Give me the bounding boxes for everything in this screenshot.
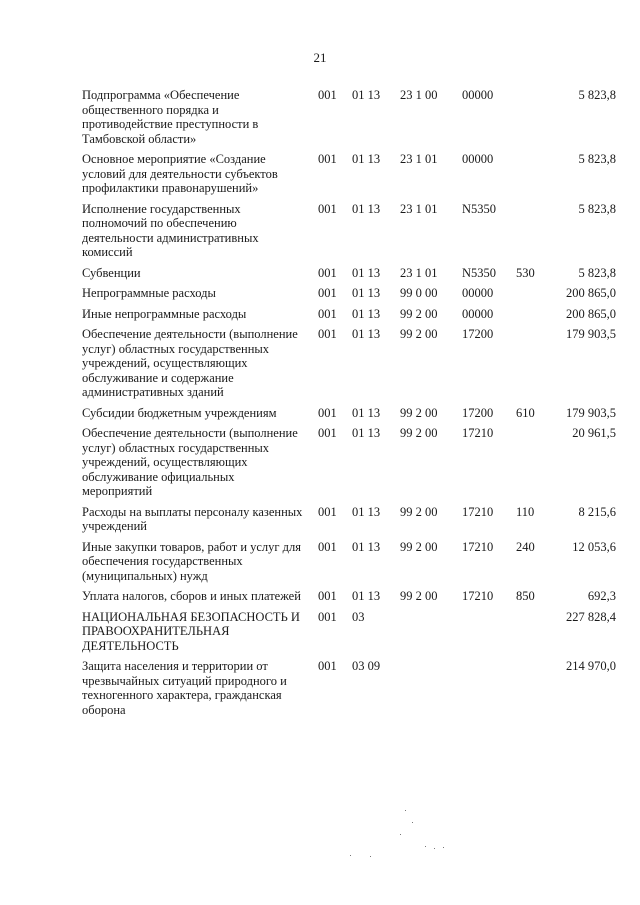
row-direction-code: 17210: [462, 504, 494, 519]
row-direction-code: 17210: [462, 539, 494, 554]
row-admin-code: 001: [318, 405, 337, 420]
row-name: НАЦИОНАЛЬНАЯ БЕЗОПАСНОСТЬ И ПРАВООХРАНИТЕЛЬНАЯ ДЕЯТЕЛЬНОСТЬ: [82, 609, 300, 653]
row-admin-code: 001: [318, 589, 337, 603]
row-admin-code: 001: [318, 504, 337, 519]
row-expense-kind: 610: [516, 405, 535, 420]
scan-noise-specks: [330, 800, 470, 860]
row-section-code: 01 13: [352, 306, 381, 321]
row-direction-code: N5350: [462, 265, 497, 280]
row-name: Субсидии бюджетным учреждениям: [82, 405, 277, 420]
row-direction-code: 17200: [462, 327, 494, 341]
row-direction-code: [462, 659, 516, 723]
row-amount: 5 823,8: [578, 152, 616, 166]
table-row: [82, 266, 616, 287]
row-direction-code: 00000: [462, 88, 494, 102]
table-row: [82, 505, 616, 540]
table-row: [82, 202, 616, 266]
row-name: Субвенции: [82, 265, 141, 280]
row-expense-kind: [516, 327, 552, 406]
row-amount: 692,3: [587, 589, 616, 603]
row-expense-kind: 240: [516, 539, 535, 554]
row-amount: 5 823,8: [578, 201, 616, 216]
row-admin-code: 001: [318, 201, 337, 216]
row-amount: 20 961,5: [572, 426, 616, 440]
row-program-code: 23 1 00: [400, 88, 438, 102]
table-row: [82, 307, 616, 328]
row-amount: 200 865,0: [566, 286, 616, 300]
row-admin-code: 001: [318, 539, 337, 554]
row-section-code: 01 13: [352, 426, 381, 440]
row-expense-kind: [516, 88, 552, 152]
row-section-code: 03: [352, 609, 365, 624]
row-section-code: 01 13: [352, 88, 381, 102]
row-section-code: 01 13: [352, 539, 381, 554]
table-row: [82, 540, 616, 590]
table-row: [82, 152, 616, 202]
row-admin-code: 001: [318, 265, 337, 280]
row-name: Уплата налогов, сборов и иных платежей: [82, 589, 301, 603]
row-section-code: 01 13: [352, 504, 381, 519]
table-row: [82, 589, 616, 610]
row-name: Исполнение государственных полномочий по обеспечению деятельности административных комиссий: [82, 201, 259, 259]
row-program-code: [400, 610, 462, 660]
row-expense-kind: 530: [516, 265, 535, 280]
row-name: Расходы на выплаты персоналу казенных учреждений: [82, 504, 303, 533]
row-program-code: 23 1 01: [400, 201, 438, 216]
row-expense-kind: [516, 202, 552, 266]
row-name: Непрограммные расходы: [82, 286, 216, 300]
row-direction-code: [462, 610, 516, 660]
page-number: 21: [313, 50, 327, 65]
row-program-code: 99 2 00: [400, 405, 438, 420]
row-expense-kind: [516, 286, 552, 307]
row-amount: 200 865,0: [566, 306, 616, 321]
row-expense-kind: 110: [516, 504, 535, 519]
table-row: [82, 426, 616, 505]
row-name: Обеспечение деятельности (выполнение услуг) областных государственных учреждений, осуществляющих обслуживание официальных мероприятий: [82, 426, 298, 498]
row-program-code: 23 1 01: [400, 265, 438, 280]
row-direction-code: 17200: [462, 405, 494, 420]
row-section-code: 01 13: [352, 265, 381, 280]
row-amount: 179 903,5: [566, 405, 616, 420]
row-program-code: 99 0 00: [400, 286, 438, 300]
row-program-code: 23 1 01: [400, 152, 438, 166]
row-section-code: 01 13: [352, 201, 381, 216]
row-amount: 227 828,4: [566, 609, 616, 624]
row-expense-kind: [516, 152, 552, 202]
row-program-code: 99 2 00: [400, 327, 438, 341]
row-direction-code: N5350: [462, 201, 497, 216]
row-amount: 12 053,6: [572, 539, 616, 554]
row-name: Основное мероприятие «Создание условий для деятельности субъектов профилактики правонарушений»: [82, 152, 278, 195]
row-amount: 8 215,6: [578, 504, 616, 519]
table-row: [82, 286, 616, 307]
row-program-code: 99 2 00: [400, 504, 438, 519]
row-program-code: 99 2 00: [400, 589, 438, 603]
row-expense-kind: [516, 307, 552, 328]
row-expense-kind: 850: [516, 589, 535, 603]
budget-table: [82, 88, 616, 723]
row-program-code: 99 2 00: [400, 426, 438, 440]
row-direction-code: 00000: [462, 152, 494, 166]
row-name: Подпрограмма «Обеспечение общественного порядка и противодействие преступности в Тамбовской области»: [82, 88, 259, 146]
row-expense-kind: [516, 610, 552, 660]
row-amount: 179 903,5: [566, 327, 616, 341]
row-admin-code: 001: [318, 609, 337, 624]
row-name: Иные закупки товаров, работ и услуг для обеспечения государственных (муниципальных) нужд: [82, 539, 302, 583]
row-admin-code: 001: [318, 152, 337, 166]
row-section-code: 01 13: [352, 405, 381, 420]
row-name: Обеспечение деятельности (выполнение услуг) областных государственных учреждений, осуществляющих обслуживание и содержание административных зданий: [82, 327, 298, 399]
row-expense-kind: [516, 659, 552, 723]
row-section-code: 01 13: [352, 327, 381, 341]
row-amount: 5 823,8: [578, 265, 616, 280]
row-expense-kind: [516, 426, 552, 505]
row-section-code: 01 13: [352, 152, 381, 166]
row-section-code: 03 09: [352, 659, 381, 673]
row-admin-code: 001: [318, 286, 337, 300]
row-direction-code: 17210: [462, 589, 494, 603]
row-admin-code: 001: [318, 426, 337, 440]
row-program-code: 99 2 00: [400, 539, 438, 554]
budget-table-body: [82, 88, 616, 723]
row-section-code: 01 13: [352, 589, 381, 603]
row-admin-code: 001: [318, 306, 337, 321]
table-row: [82, 327, 616, 406]
row-admin-code: 001: [318, 327, 337, 341]
row-name: Иные непрограммные расходы: [82, 306, 247, 321]
table-row: [82, 88, 616, 152]
row-admin-code: 001: [318, 659, 337, 673]
table-row: [82, 659, 616, 723]
row-section-code: 01 13: [352, 286, 381, 300]
table-row-section-heading: [82, 610, 616, 660]
row-admin-code: 001: [318, 88, 337, 102]
row-amount: 5 823,8: [578, 88, 616, 102]
row-program-code: [400, 659, 462, 723]
row-name: Защита населения и территории от чрезвычайных ситуаций природного и техногенного характера, гражданская оборона: [82, 659, 287, 717]
row-direction-code: 00000: [462, 286, 494, 300]
row-direction-code: 00000: [462, 306, 494, 321]
row-direction-code: 17210: [462, 426, 494, 440]
row-program-code: 99 2 00: [400, 306, 438, 321]
row-amount: 214 970,0: [566, 659, 616, 673]
table-row: [82, 406, 616, 427]
